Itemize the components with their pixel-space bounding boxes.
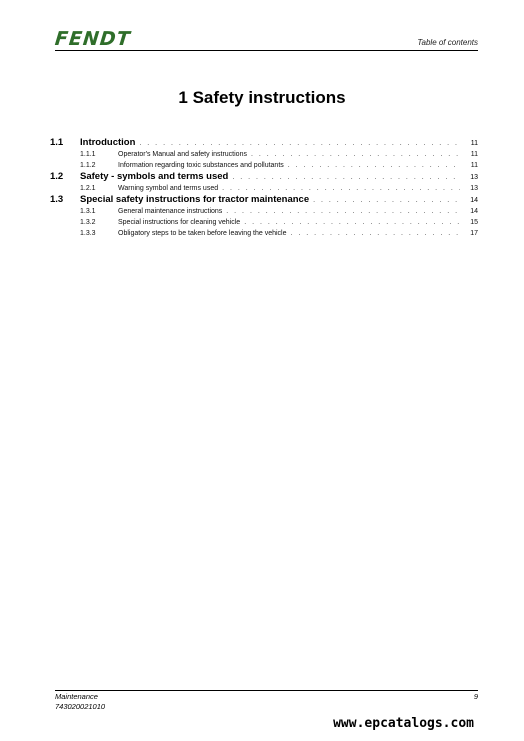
toc-entry-page: 11 [470, 151, 478, 158]
toc-entry-number: 1.1.2 [80, 162, 96, 169]
footer-page-number: 9 [473, 692, 478, 701]
toc-subsection-entry[interactable] [50, 160, 478, 171]
toc-entry-title: Obligatory steps to be taken before leaving the vehicle [118, 230, 287, 237]
footer-doc-info [55, 692, 105, 712]
toc-entry-number: 1.3.3 [80, 230, 96, 237]
toc-entry-page: 11 [470, 162, 478, 169]
fendt-logo: FENDT [53, 28, 132, 50]
toc-dot-leader [313, 195, 460, 206]
toc-dot-leader [226, 206, 460, 217]
footer-divider [55, 690, 478, 691]
toc-entry-page: 14 [470, 197, 478, 204]
toc-dot-leader [232, 172, 460, 183]
footer-doc-number: 743020021010 [55, 702, 106, 711]
toc-entry-page: 11 [470, 140, 478, 147]
toc-entry-title: Information regarding toxic substances and pollutants [118, 162, 284, 169]
toc-dot-leader [291, 228, 461, 239]
toc-entry-page: 13 [470, 174, 478, 181]
toc-dot-leader [222, 183, 460, 194]
toc-entry-number: 1.1 [50, 137, 64, 148]
toc-dot-leader [244, 217, 460, 228]
page-title: 1 Safety instructions [178, 88, 346, 107]
header-divider [55, 50, 478, 51]
toc-subsection-entry[interactable] [50, 206, 478, 217]
toc-entry-title: Operator's Manual and safety instructions [118, 151, 247, 158]
table-of-contents [50, 137, 478, 239]
toc-entry-title: Special safety instructions for tractor maintenance [80, 194, 310, 205]
toc-entry-number: 1.1.1 [80, 151, 96, 158]
footer-doc-title: Maintenance [55, 692, 98, 701]
toc-section-entry[interactable] [50, 171, 478, 183]
toc-entry-page: 13 [470, 185, 478, 192]
toc-dot-leader [139, 138, 460, 149]
toc-entry-number: 1.3.2 [80, 219, 96, 226]
toc-entry-number: 1.3 [50, 194, 64, 205]
toc-subsection-entry[interactable] [50, 149, 478, 160]
toc-entry-number: 1.2 [50, 171, 64, 182]
toc-dot-leader [251, 149, 460, 160]
watermark-url: www.epcatalogs.com [333, 716, 474, 731]
toc-subsection-entry[interactable] [50, 228, 478, 239]
toc-entry-number: 1.2.1 [80, 185, 96, 192]
toc-entry-title: Safety - symbols and terms used [80, 171, 229, 182]
toc-entry-page: 14 [470, 208, 478, 215]
header-section-label: Table of contents [417, 38, 478, 47]
toc-subsection-entry[interactable] [50, 183, 478, 194]
toc-section-entry[interactable] [50, 194, 478, 206]
toc-entry-title: Special instructions for cleaning vehicle [118, 219, 241, 226]
toc-entry-page: 17 [470, 230, 478, 237]
toc-entry-number: 1.3.1 [80, 208, 96, 215]
toc-subsection-entry[interactable] [50, 217, 478, 228]
toc-entry-title: Introduction [80, 137, 136, 148]
toc-entry-page: 15 [470, 219, 478, 226]
toc-entry-title: General maintenance instructions [118, 208, 223, 215]
toc-dot-leader [288, 160, 460, 171]
toc-section-entry[interactable] [50, 137, 478, 149]
toc-entry-title: Warning symbol and terms used [118, 185, 219, 192]
